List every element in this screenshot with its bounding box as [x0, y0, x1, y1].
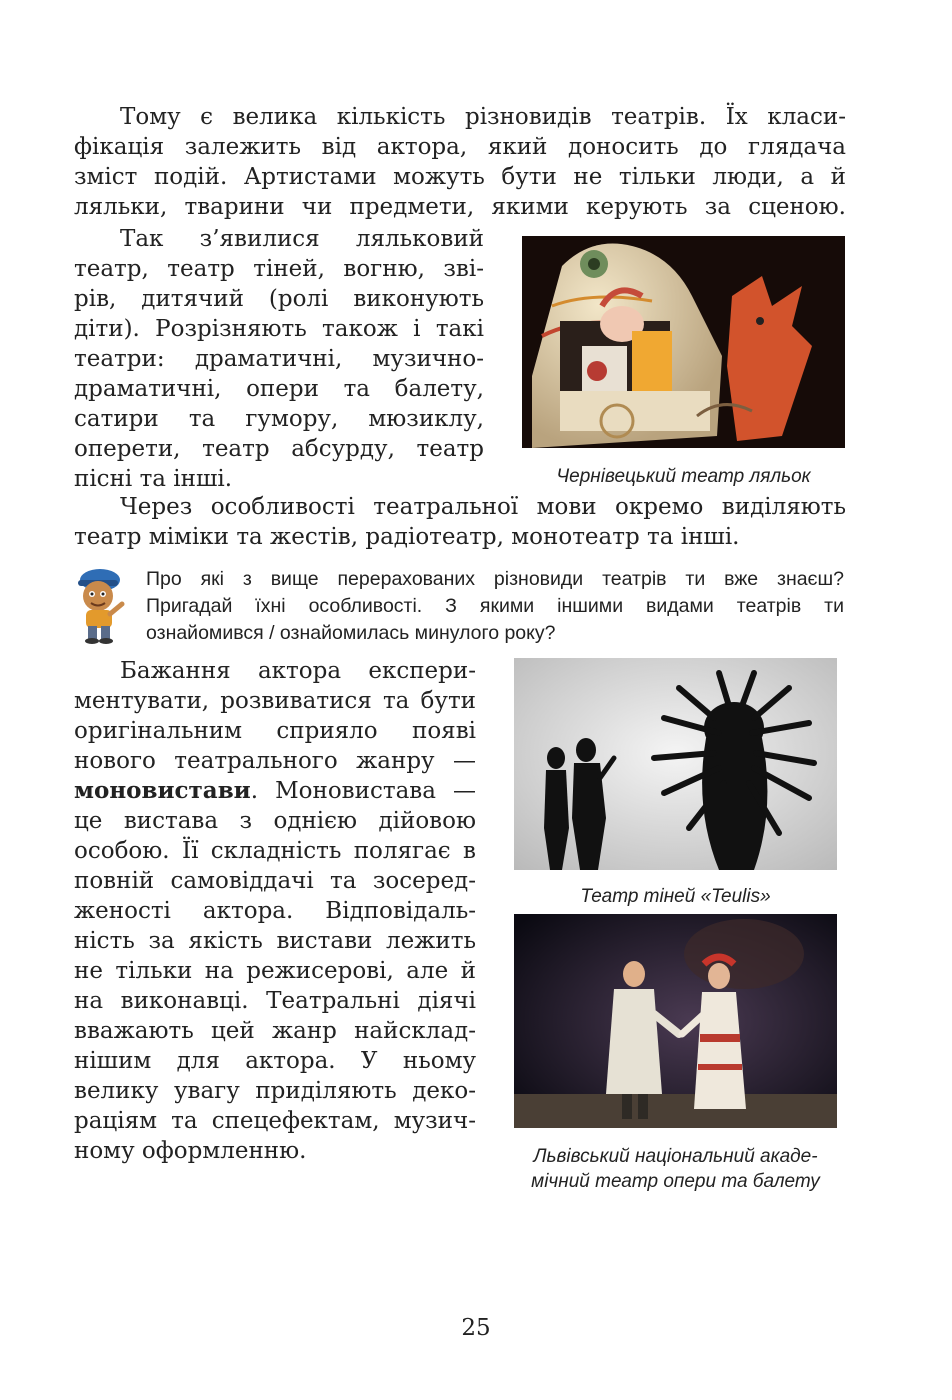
text-line: на виконавці. Театральні діячі: [74, 988, 476, 1014]
caption-shadow-theatre: Театр тіней «Teulis»: [580, 886, 771, 907]
page-number: 25: [461, 1315, 491, 1341]
text-line: Так з’явилися ляльковий: [120, 226, 484, 252]
text-line: оригінальним сприяло появі: [74, 718, 476, 744]
text-fragment: . Моновистава —: [250, 778, 476, 804]
text-line: театр міміки та жестів, радіотеатр, монотеатр та інші.: [74, 524, 740, 550]
text-line: рів, дитячий (ролі виконують: [74, 286, 484, 312]
text-line: особою. Її складність полягає в: [74, 838, 476, 864]
caption-puppet-theatre: Чернівецький театр ляльок: [556, 466, 811, 487]
text-line: [74, 776, 476, 806]
text-line: нішим для актора. У ньому: [74, 1048, 476, 1074]
text-line: фікація залежить від актора, який доносить до глядача: [74, 134, 846, 160]
opera-theatre-photo: [514, 914, 837, 1128]
text-line: велику увагу приділяють деко-: [74, 1078, 476, 1104]
opera-theatre-illustration: [514, 914, 837, 1128]
question-line: Про які з вище перерахованих різновиди театрів ти вже знаєш?: [146, 568, 844, 590]
text-line: зміст подій. Артистами можуть бути не тільки люди, а й: [74, 164, 846, 190]
text-line: повній самовіддачі та зосеред-: [74, 868, 476, 894]
text-line: ному оформленню.: [74, 1138, 307, 1164]
text-line: пісні та інші.: [74, 466, 233, 492]
shadow-theatre-photo: [514, 658, 837, 870]
text-line: це вистава з однією дійовою: [74, 808, 476, 834]
term-monoperformance: моновистави: [74, 777, 251, 804]
text-line: оперети, театр абсурду, театр: [74, 436, 484, 462]
text-line: ментувати, розвиватися та бути: [74, 688, 476, 714]
question-line: Пригадай їхні особливості. З якими іншими видами театрів ти: [146, 595, 844, 617]
text-line: ляльки, тварини чи предмети, якими керують за сценою.: [74, 194, 846, 220]
shadow-theatre-illustration: [514, 658, 837, 870]
text-line: театр, театр тіней, вогню, зві-: [74, 256, 484, 282]
text-line: вважають цей жанр найсклад-: [74, 1018, 476, 1044]
boy-mascot-icon: [70, 566, 130, 644]
text-line: женості актора. Відповідаль-: [74, 898, 476, 924]
text-line: театри: драматичні, музично-: [74, 346, 484, 372]
puppet-theatre-illustration: [522, 236, 845, 448]
text-line: Тому є велика кількість різновидів театрів. Їх класи-: [120, 104, 846, 130]
text-line: драматичні, опери та балету,: [74, 376, 484, 402]
puppet-theatre-photo: [522, 236, 845, 448]
text-line: нового театрального жанру —: [74, 748, 476, 774]
caption-opera-line-2: мічний театр опери та балету: [531, 1171, 820, 1192]
text-line: діти). Розрізняють також і такі: [74, 316, 484, 342]
text-line: ність за якість вистави лежить: [74, 928, 476, 954]
text-line: не тільки на режисерові, але й: [74, 958, 476, 984]
text-line: Через особливості театральної мови окремо виділяють: [120, 494, 846, 520]
question-line: ознайомився / ознайомилась минулого року?: [146, 622, 556, 644]
text-line: Бажання актора експери-: [120, 658, 476, 684]
caption-opera-line-1: Львівський національний акаде-: [533, 1146, 818, 1167]
text-line: сатири та гумору, мюзиклу,: [74, 406, 484, 432]
text-line: раціям та спецефектам, музич-: [74, 1108, 476, 1134]
